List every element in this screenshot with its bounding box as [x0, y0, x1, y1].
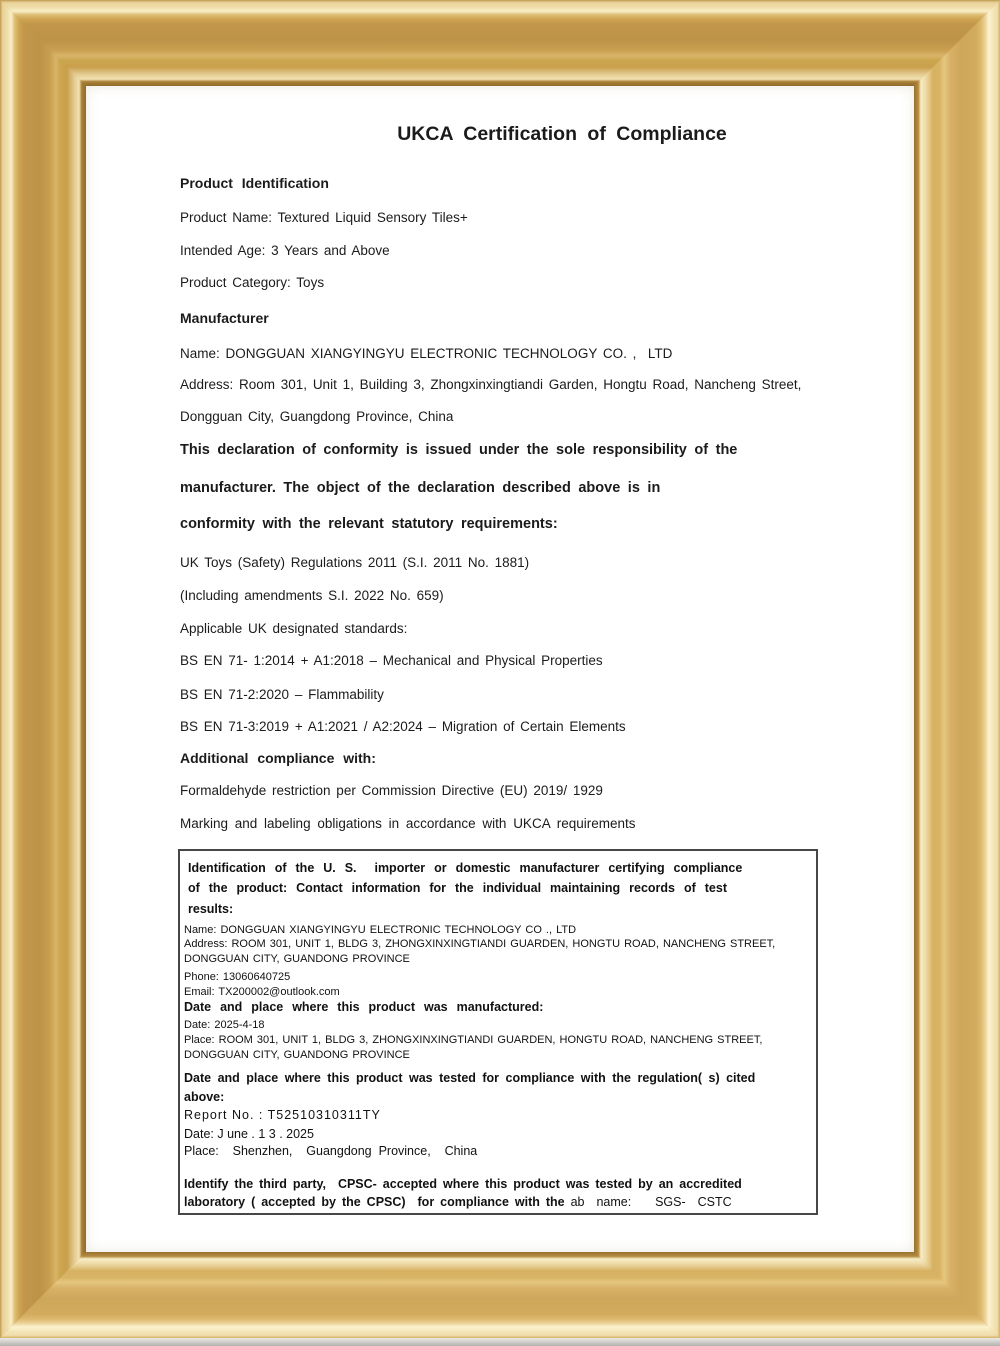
additional-item1: Formaldehyde restriction per Commission Directive (EU) 2019/ 1929 — [180, 783, 603, 798]
manufacturer-address-line2: Dongguan City, Guangdong Province, China — [180, 409, 454, 424]
box-tested-heading-line2: above: — [184, 1090, 225, 1104]
product-category-line: Product Category: Toys — [180, 275, 325, 290]
box-tested-date: Date: J une . 1 3 . 2025 — [184, 1127, 314, 1141]
box-contact-address1: Address: ROOM 301, UNIT 1, BLDG 3, ZHONGXINXINGTIANDI GUARDEN, HONGTU ROAD, NANCHENG STREET, — [184, 938, 776, 950]
box-intro-line2: of the product: Contact information for the individual maintaining records of test — [188, 881, 727, 895]
frame-bottom-shadow — [0, 1338, 1000, 1346]
box-thirdparty-line2-bold: laboratory ( accepted by the CPSC) for compliance with the — [184, 1195, 571, 1209]
compliance-details-box — [178, 849, 818, 1215]
section-heading-product-identification: Product Identification — [180, 175, 329, 191]
standard-line1: BS EN 71- 1:2014 + A1:2018 – Mechanical and Physical Properties — [180, 653, 603, 668]
declaration-line3: conformity with the relevant statutory requirements: — [180, 516, 558, 532]
box-contact-name: Name: DONGGUAN XIANGYINGYU ELECTRONIC TECHNOLOGY CO ., LTD — [184, 924, 577, 936]
box-contact-email: Email: TX200002@outlook.com — [184, 986, 340, 998]
box-intro-line3: results: — [188, 902, 234, 916]
section-heading-additional-compliance: Additional compliance with: — [180, 750, 376, 766]
declaration-line1: This declaration of conformity is issued under the sole responsibility of the — [180, 442, 738, 458]
box-report-no: Report No. : T52510310311TY — [184, 1108, 381, 1122]
manufacturer-address-line1: Address: Room 301, Unit 1, Building 3, Zhongxinxingtiandi Garden, Hongtu Road, Nancheng Street, — [180, 377, 802, 392]
additional-item2: Marking and labeling obligations in accordance with UKCA requirements — [180, 816, 636, 831]
certificate-title: UKCA Certification of Compliance — [397, 123, 727, 145]
box-contact-address2: DONGGUAN CITY, GUANDONG PROVINCE — [184, 953, 410, 965]
intended-age-line: Intended Age: 3 Years and Above — [180, 243, 390, 258]
section-heading-manufacturer: Manufacturer — [180, 310, 269, 326]
box-manufactured-place1: Place: ROOM 301, UNIT 1, BLDG 3, ZHONGXINXINGTIANDI GUARDEN, HONGTU ROAD, NANCHENG STREET, — [184, 1034, 763, 1046]
picture-frame-bottom — [0, 1252, 1000, 1338]
certificate-paper — [86, 86, 914, 1252]
box-manufactured-place2: DONGGUAN CITY, GUANDONG PROVINCE — [184, 1049, 410, 1061]
box-manufactured-heading: Date and place where this product was manufactured: — [184, 1000, 544, 1014]
picture-frame-left — [0, 0, 86, 1338]
picture-frame-right — [914, 0, 1000, 1338]
regulation-line2: (Including amendments S.I. 2022 No. 659) — [180, 588, 444, 603]
product-name-line: Product Name: Textured Liquid Sensory Tiles+ — [180, 210, 468, 225]
box-manufactured-date: Date: 2025-4-18 — [184, 1019, 265, 1031]
box-tested-heading-line1: Date and place where this product was tested for compliance with the regulation( s) cited — [184, 1071, 756, 1085]
box-contact-phone: Phone: 13060640725 — [184, 971, 291, 983]
standards-intro-line: Applicable UK designated standards: — [180, 621, 408, 636]
box-intro-line1: Identification of the U. S. importer or domestic manufacturer certifying compliance — [188, 861, 743, 875]
regulation-line1: UK Toys (Safety) Regulations 2011 (S.I. 2011 No. 1881) — [180, 555, 530, 570]
standard-line3: BS EN 71-3:2019 + A1:2021 / A2:2024 – Migration of Certain Elements — [180, 719, 626, 734]
declaration-line2: manufacturer. The object of the declaration described above is in — [180, 480, 661, 496]
box-thirdparty-line1: Identify the third party, CPSC- accepted where this product was tested by an accredited — [184, 1177, 742, 1191]
box-thirdparty-lab-name: ab name: SGS- CSTC — [570, 1195, 732, 1209]
picture-frame-top — [0, 0, 1000, 86]
box-thirdparty-line2 — [184, 1196, 732, 1210]
standard-line2: BS EN 71-2:2020 – Flammability — [180, 687, 384, 702]
box-tested-place: Place: Shenzhen, Guangdong Province, China — [184, 1144, 478, 1158]
manufacturer-name-line: Name: DONGGUAN XIANGYINGYU ELECTRONIC TECHNOLOGY CO. , LTD — [180, 346, 673, 361]
